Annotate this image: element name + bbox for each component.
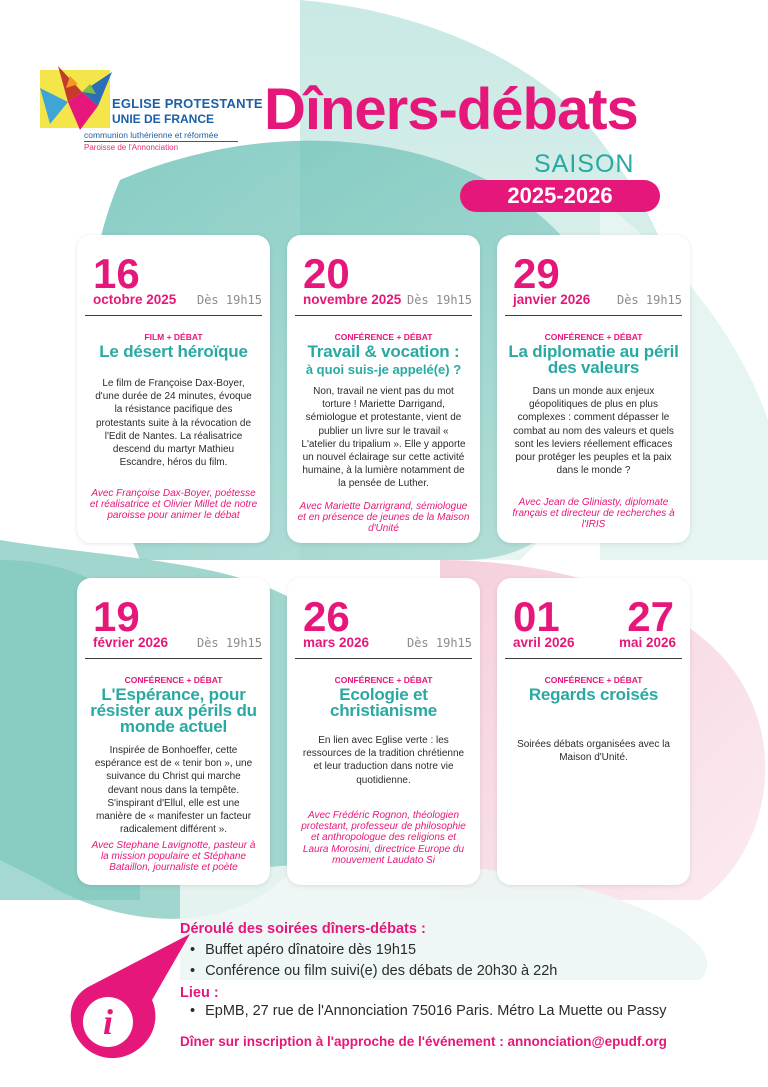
event-subtitle: à quoi suis-je appelé(e) ? bbox=[305, 362, 462, 377]
event-month: octobre 2025 bbox=[93, 292, 177, 307]
logo-text-line1: EGLISE PROTESTANTE bbox=[112, 96, 263, 111]
event-day: 16 bbox=[93, 250, 140, 297]
event-card-october bbox=[77, 235, 270, 543]
event-description: Le film de Françoise Dax-Boyer, d'une durée de 24 minutes, évoque la résistance pacifique des protestants suite à la révocation de l'Edit de Nantes. La réalisatrice descend du martyr Mathieu Escandre, héros du film. bbox=[95, 378, 252, 469]
deroule-heading: Déroulé des soirées dîners-débats : bbox=[180, 921, 426, 937]
event-title: Regards croisés bbox=[528, 685, 659, 704]
event-description: En lien avec Eglise verte : les ressources de la tradition chrétienne et leur traduction dans notre vie quotidienne. bbox=[302, 735, 465, 786]
event-kind: CONFÉRENCE + DÉBAT bbox=[124, 675, 223, 685]
season-label: SAISON bbox=[534, 150, 635, 178]
event-day: 26 bbox=[303, 593, 350, 640]
event-month: novembre 2025 bbox=[303, 292, 402, 307]
event-guests: Avec Frédéric Rognon, théologien protestant, professeur de philosophie et anthropologue des religions et Laura Morosini, directrice Europe du mouvement Laudato Si bbox=[301, 810, 466, 866]
event-time: Dès 19h15 bbox=[406, 636, 472, 650]
event-description: Non, travail ne vient pas du mot torture ! Mariette Darrigand, sémiologue et protestante, vient de publier un livre sur le travail « L'atelier du tripalium ». Elle y apporte un nouvel éclairage sur cette activité humaine, à la lumière notamment de la pensée de Luther. bbox=[301, 386, 466, 490]
event-day: 01 bbox=[513, 593, 560, 640]
event-month: février 2026 bbox=[93, 635, 169, 650]
event-kind: CONFÉRENCE + DÉBAT bbox=[334, 675, 433, 685]
event-card-january bbox=[497, 235, 690, 543]
event-day: 19 bbox=[93, 593, 140, 640]
page-title: Dîners-débats bbox=[264, 77, 638, 142]
event-month: mars 2026 bbox=[303, 635, 370, 650]
event-title: Ecologie et christianisme bbox=[329, 685, 437, 720]
card-divider bbox=[295, 658, 472, 659]
event-title: L'Espérance, pour résister aux périls du monde actuel bbox=[90, 685, 257, 736]
lieu-heading: Lieu : bbox=[180, 985, 219, 1001]
event-description: Soirées débats organisées avec la Maison d'Unité. bbox=[517, 739, 670, 764]
event-kind: CONFÉRENCE + DÉBAT bbox=[544, 332, 643, 342]
event-card-november bbox=[287, 235, 480, 543]
event-title: Travail & vocation : bbox=[307, 342, 460, 361]
event-description: Inspirée de Bonhoeffer, cette espérance est de « tenir bon », une suivance du Christ qui marche devant nous dans la tempête. S'inspirant d'Ellul, elle est une manière de « manifester un facteur radicalement différent ». bbox=[94, 745, 253, 836]
card-divider bbox=[505, 315, 682, 316]
event-time: Dès 19h15 bbox=[196, 636, 262, 650]
card-divider bbox=[85, 315, 262, 316]
event-day: 29 bbox=[513, 250, 560, 297]
event-title: La diplomatie au péril des valeurs bbox=[508, 342, 679, 377]
event-month: janvier 2026 bbox=[513, 292, 591, 307]
logo-text-line2: UNIE DE FRANCE bbox=[112, 112, 215, 126]
card-divider bbox=[295, 315, 472, 316]
event-kind: CONFÉRENCE + DÉBAT bbox=[334, 332, 433, 342]
event-guests: Avec Jean de Gliniasty, diplomate français et directeur de recherches à l'IRIS bbox=[512, 497, 675, 531]
event-time: Dès 19h15 bbox=[196, 293, 262, 307]
church-logo bbox=[40, 66, 263, 176]
info-icon bbox=[62, 930, 192, 1070]
event-title: Le désert héroïque bbox=[99, 342, 248, 361]
card-divider bbox=[505, 658, 682, 659]
logo-text-line4: Paroisse de l'Annonciation bbox=[84, 143, 179, 152]
event-month: avril 2026 bbox=[513, 635, 575, 650]
event-kind: CONFÉRENCE + DÉBAT bbox=[544, 675, 643, 685]
event-day-second: 27 bbox=[627, 593, 674, 640]
deroule-item: • Conférence ou film suivi(e) des débats de 20h30 à 22h bbox=[190, 963, 557, 979]
deroule-item: • Buffet apéro dînatoire dès 19h15 bbox=[190, 942, 416, 958]
event-time: Dès 19h15 bbox=[406, 293, 472, 307]
event-kind: FILM + DÉBAT bbox=[144, 332, 203, 342]
event-card-april-may bbox=[497, 578, 690, 885]
logo-text-line3: communion luthérienne et réformée bbox=[84, 130, 219, 140]
event-guests: Avec Stephane Lavignotte, pasteur à la mission populaire et Stéphane Bataillon, journaliste et poète bbox=[91, 840, 256, 874]
lieu-item: • EpMB, 27 rue de l'Annonciation 75016 Paris. Métro La Muette ou Passy bbox=[190, 1003, 666, 1019]
event-month-second: mai 2026 bbox=[618, 635, 676, 650]
event-day: 20 bbox=[303, 250, 350, 297]
card-divider bbox=[85, 658, 262, 659]
season-years: 2025-2026 bbox=[507, 183, 613, 208]
logo-divider bbox=[84, 141, 238, 142]
event-guests: Avec Mariette Darrigrand, sémiologue et en présence de jeunes de la Maison d'Unité bbox=[297, 501, 470, 535]
event-guests: Avec Françoise Dax-Boyer, poétesse et réalisatrice et Olivier Millet de notre paroisse pour animer le débat bbox=[89, 488, 258, 522]
event-time: Dès 19h15 bbox=[616, 293, 682, 307]
cross-logo-icon bbox=[40, 66, 112, 130]
inscription-note: Dîner sur inscription à l'approche de l'événement : annonciation@epudf.org bbox=[180, 1034, 667, 1049]
event-description: Dans un monde aux enjeux géopolitiques de plus en plus complexes : comment dépasser le combat au nom des valeurs et quels sont les leviers réellement efficaces pour protéger les peuples et la paix dans le monde ? bbox=[513, 386, 674, 477]
event-card-february bbox=[77, 578, 270, 885]
svg-text:i: i bbox=[102, 1002, 114, 1042]
event-card-march bbox=[287, 578, 480, 885]
